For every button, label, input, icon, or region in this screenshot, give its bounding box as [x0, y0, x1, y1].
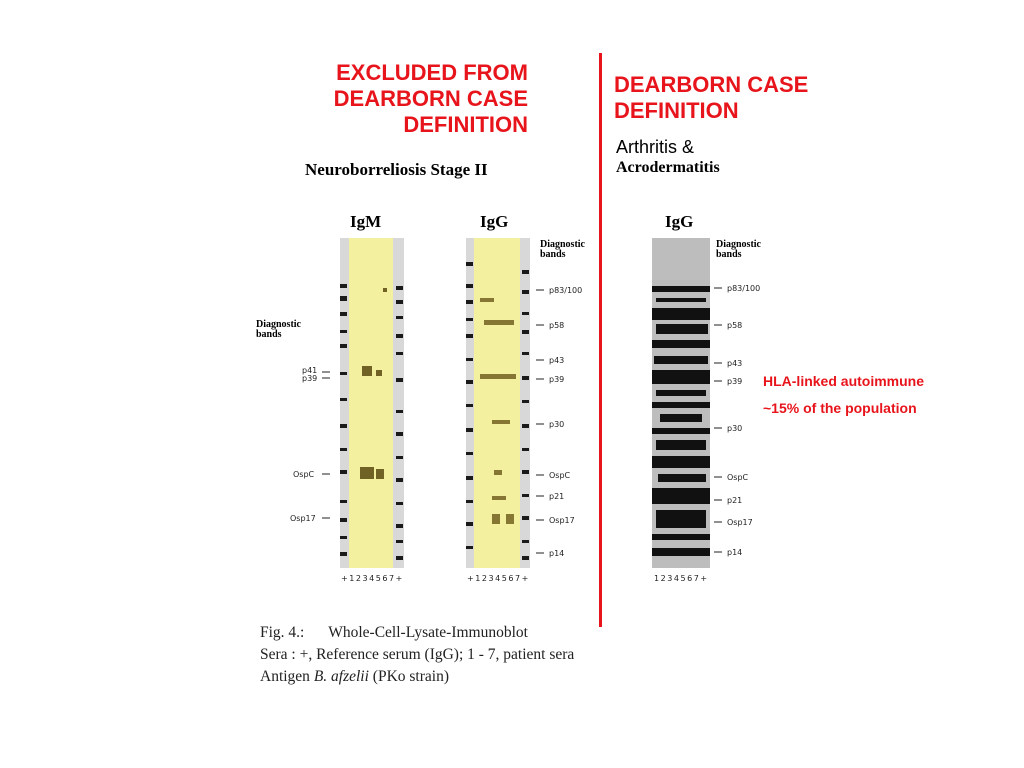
band-label-p43-right: p43: [727, 359, 743, 368]
caption-fig-text: Whole-Cell-Lysate-Immunoblot: [328, 624, 528, 641]
band-label-p43-middle: p43: [549, 356, 565, 365]
subtitle-arthritis: Arthritis &: [616, 137, 695, 157]
diagnostic-bands-left-line-1: Diagnostic: [256, 319, 301, 330]
caption-antigen-prefix: Antigen: [260, 668, 310, 685]
band-label-p21-right: p21: [727, 496, 743, 505]
caption-fig-label: Fig. 4.:: [260, 624, 305, 641]
included-heading-line-1: DEARBORN CASE: [614, 72, 809, 97]
diagnostic-bands-label-middle: [540, 240, 585, 260]
neuroborreliosis-title: Neuroborreliosis Stage II: [305, 160, 488, 179]
band-label-osp17-middle: Osp17: [549, 516, 575, 525]
band-label-p30-middle: p30: [549, 420, 565, 429]
band-label-ospc-left: OspC: [293, 470, 315, 479]
band-label-ospc-right: OspC: [727, 473, 749, 482]
band-label-osp17-left: Osp17: [290, 514, 316, 523]
band-label-ospc-middle: OspC: [549, 471, 571, 480]
diagnostic-bands-middle-line-1: Diagnostic: [540, 239, 585, 250]
excluded-heading-line-1: EXCLUDED FROM: [336, 60, 528, 85]
band-label-p21-middle: p21: [549, 492, 565, 501]
excluded-heading-line-2: DEARBORN CASE: [333, 86, 528, 111]
igg-strip-left: [466, 238, 530, 568]
igm-strip-title: IgM: [350, 212, 382, 231]
igg-strip-title-left: IgG: [480, 212, 509, 231]
excluded-heading-line-3: DEFINITION: [403, 112, 528, 137]
diagnostic-bands-label-right: [716, 240, 761, 260]
band-label-p39-middle: p39: [549, 375, 565, 384]
igg-strip-title-right: IgG: [665, 212, 694, 231]
band-label-p83-right: p83/100: [727, 284, 761, 293]
caption-line-2: Sera : +, Reference serum (IgG); 1 - 7, patient sera: [260, 646, 575, 663]
band-label-p58-middle: p58: [549, 321, 565, 330]
band-label-p14-middle: p14: [549, 549, 565, 558]
diagnostic-bands-left-line-2: bands: [256, 329, 282, 340]
band-label-p39-right: p39: [727, 377, 743, 386]
caption-line-3: [260, 666, 640, 688]
figure-caption: [260, 622, 640, 688]
diagnostic-bands-label-left: [256, 320, 301, 340]
diagnostic-bands-right-line-2: bands: [716, 249, 742, 260]
hla-annotation-line-1: HLA-linked autoimmune: [763, 373, 925, 389]
band-label-p83-middle: p83/100: [549, 286, 583, 295]
lane-labels-igm: + 1 2 3 4 5 6 7 +: [341, 574, 402, 583]
caption-species: B. afzelii: [313, 668, 369, 685]
band-label-p39-left: p39: [302, 374, 318, 383]
diagnostic-bands-middle-line-2: bands: [540, 249, 566, 260]
hla-annotation: [763, 368, 924, 422]
band-label-osp17-right: Osp17: [727, 518, 753, 527]
hla-annotation-line-2: ~15% of the population: [763, 400, 917, 416]
igg-strip-right: [652, 238, 710, 568]
lane-labels-right: 1 2 3 4 5 6 7 +: [654, 574, 707, 583]
subtitle-acrodermatitis: Acrodermatitis: [616, 159, 720, 176]
included-heading-line-2: DEFINITION: [614, 98, 739, 123]
band-label-p41-left: p41: [302, 366, 318, 375]
lane-labels-igg: + 1 2 3 4 5 6 7 +: [467, 574, 528, 583]
band-label-p58-right: p58: [727, 321, 743, 330]
caption-strain: (PKo strain): [372, 668, 449, 685]
band-label-p14-right: p14: [727, 548, 743, 557]
band-label-p30-right: p30: [727, 424, 743, 433]
igm-strip: [340, 238, 404, 568]
diagnostic-bands-right-line-1: Diagnostic: [716, 239, 761, 250]
caption-line-1: [260, 622, 640, 644]
